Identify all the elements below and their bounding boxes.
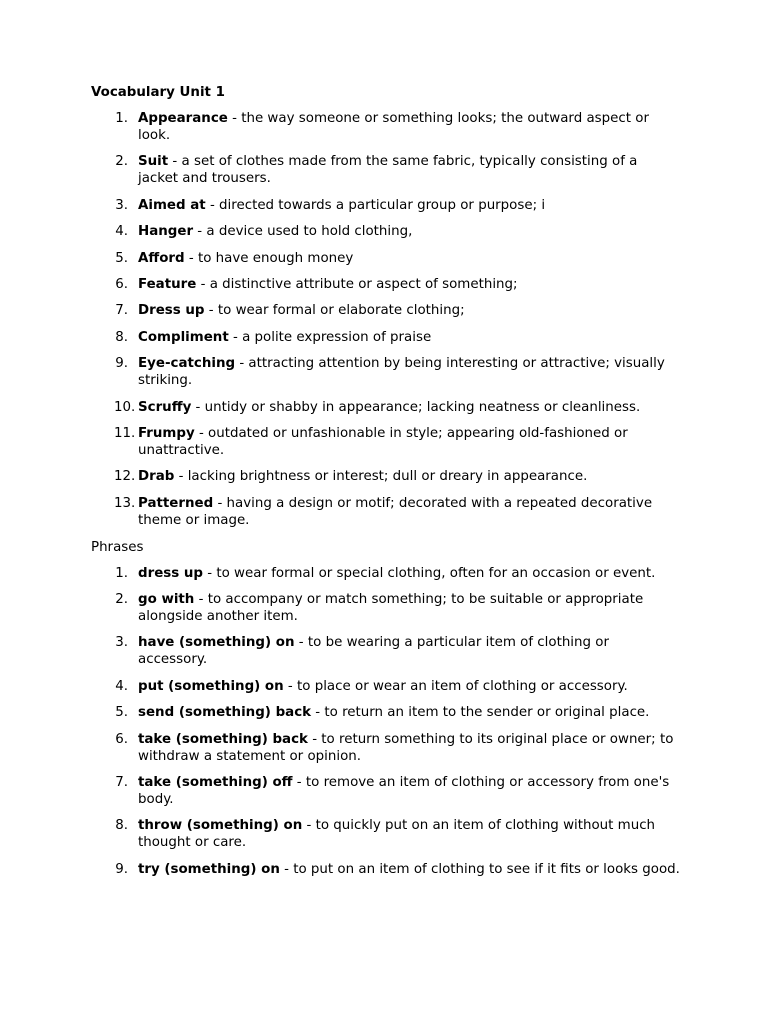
list-item-definition: - to return an item to the sender or original place. [311,705,650,721]
list-item-definition: - the way someone or something looks; the outward aspect or look. [138,111,649,143]
list-item-definition: - to be wearing a particular item of clothing or accessory. [138,635,609,668]
list-item-definition: - a distinctive attribute or aspect of something; [196,276,518,292]
list-item-definition: - to remove an item of clothing or accessory from one's body. [138,775,670,808]
list-item-number: 8. [115,329,128,345]
list-item-number: 9. [115,861,128,877]
list-item [91,565,681,582]
list-item-number: 10. [114,399,136,415]
list-item-number: 3. [115,635,128,651]
vocabulary-heading: Vocabulary Unit 1 [91,85,225,100]
list-item [91,704,681,721]
list-item-definition: - untidy or shabby in appearance; lacking neatness or cleanliness. [191,399,641,415]
list-item-number: 1. [115,565,128,581]
list-item-term: Hanger [138,224,194,240]
list-item-number: 7. [115,303,128,319]
list-item-number: 2. [115,592,128,608]
list-item-number: 11. [114,425,136,441]
phrases-heading: Phrases [91,539,144,555]
list-item-number: 9. [115,356,128,372]
list-item [91,399,681,416]
list-item-number: 4. [115,678,128,694]
list-item-number: 12. [114,469,136,485]
list-item-term: Appearance [138,111,228,126]
list-item-term: go with [138,592,195,608]
list-item-definition: - to return something to its original place or owner; to withdraw a statement or opinion. [138,731,674,764]
list-item-term: Scruffy [138,399,192,415]
list-item-term: put (something) on [138,678,284,694]
list-item-term: throw (something) on [138,818,303,834]
list-item-term: dress up [138,565,203,581]
list-item-definition: - lacking brightness or interest; dull or dreary in appearance. [174,469,588,485]
list-item-definition: - attracting attention by being interesting or attractive; visually striking. [138,356,665,389]
list-item-number: 7. [115,775,128,791]
list-item-number: 1. [115,111,128,126]
list-item-term: send (something) back [138,705,312,721]
list-item [91,302,681,319]
list-item-term: Afford [138,250,185,266]
list-item-definition: - to place or wear an item of clothing or accessory. [283,678,628,694]
list-item-number: 8. [115,818,128,834]
list-item [91,817,681,851]
list-item-number: 5. [115,705,128,721]
list-item [91,731,681,765]
list-item-term: Eye-catching [138,356,236,372]
list-item-term: have (something) on [138,635,295,651]
list-item [91,329,681,346]
list-item-number: 13. [114,495,136,511]
list-item-definition: - to wear formal or special clothing, often for an occasion or event. [203,565,656,581]
list-item-term: take (something) back [138,731,308,747]
list-item-term: take (something) off [138,775,293,791]
list-item [91,468,681,485]
list-item [91,197,681,214]
list-item-definition: - to have enough money [184,250,354,266]
list-item-term: try (something) on [138,861,280,877]
list-item [91,276,681,293]
document-page [91,84,681,887]
list-item-term: Suit [138,154,169,170]
list-item-number: 4. [115,224,128,240]
list-item-term: Frumpy [138,425,195,441]
list-item [91,591,681,625]
list-item-number: 6. [115,276,128,292]
list-item [91,774,681,808]
list-item-definition: - to accompany or match something; to be suitable or appropriate alongside another item. [138,592,644,625]
list-item-term: Feature [138,276,197,292]
list-item [91,425,681,459]
list-item-number: 6. [115,731,128,747]
list-item-definition: - directed towards a particular group or purpose; i [205,197,546,213]
list-item-number: 5. [115,250,128,266]
list-item [91,495,681,529]
list-item [91,861,681,878]
list-item [91,153,681,187]
list-item-term: Patterned [138,495,214,511]
vocabulary-list [91,110,681,529]
list-item-definition: - outdated or unfashionable in style; appearing old-fashioned or unattractive. [138,425,628,458]
phrases-list [91,565,681,878]
list-item [91,250,681,267]
list-item-definition: - a polite expression of praise [228,329,432,345]
list-item-term: Dress up [138,303,205,319]
list-item [91,678,681,695]
list-item-definition: - a device used to hold clothing, [193,224,413,240]
list-item-definition: - to quickly put on an item of clothing without much thought or care. [138,818,656,851]
list-item [91,355,681,389]
list-item-definition: - a set of clothes made from the same fabric, typically consisting of a jacket and trousers. [138,154,638,187]
list-item-definition: - to put on an item of clothing to see if it fits or looks good. [279,861,680,877]
list-item [91,634,681,668]
list-item-number: 2. [115,154,128,170]
list-item [91,223,681,240]
list-item-definition: - to wear formal or elaborate clothing; [204,303,465,319]
list-item-term: Aimed at [138,197,206,213]
list-item [91,110,681,144]
list-item-term: Compliment [138,329,229,345]
list-item-number: 3. [115,197,128,213]
list-item-term: Drab [138,469,175,485]
list-item-definition: - having a design or motif; decorated with a repeated decorative theme or image. [138,495,653,528]
